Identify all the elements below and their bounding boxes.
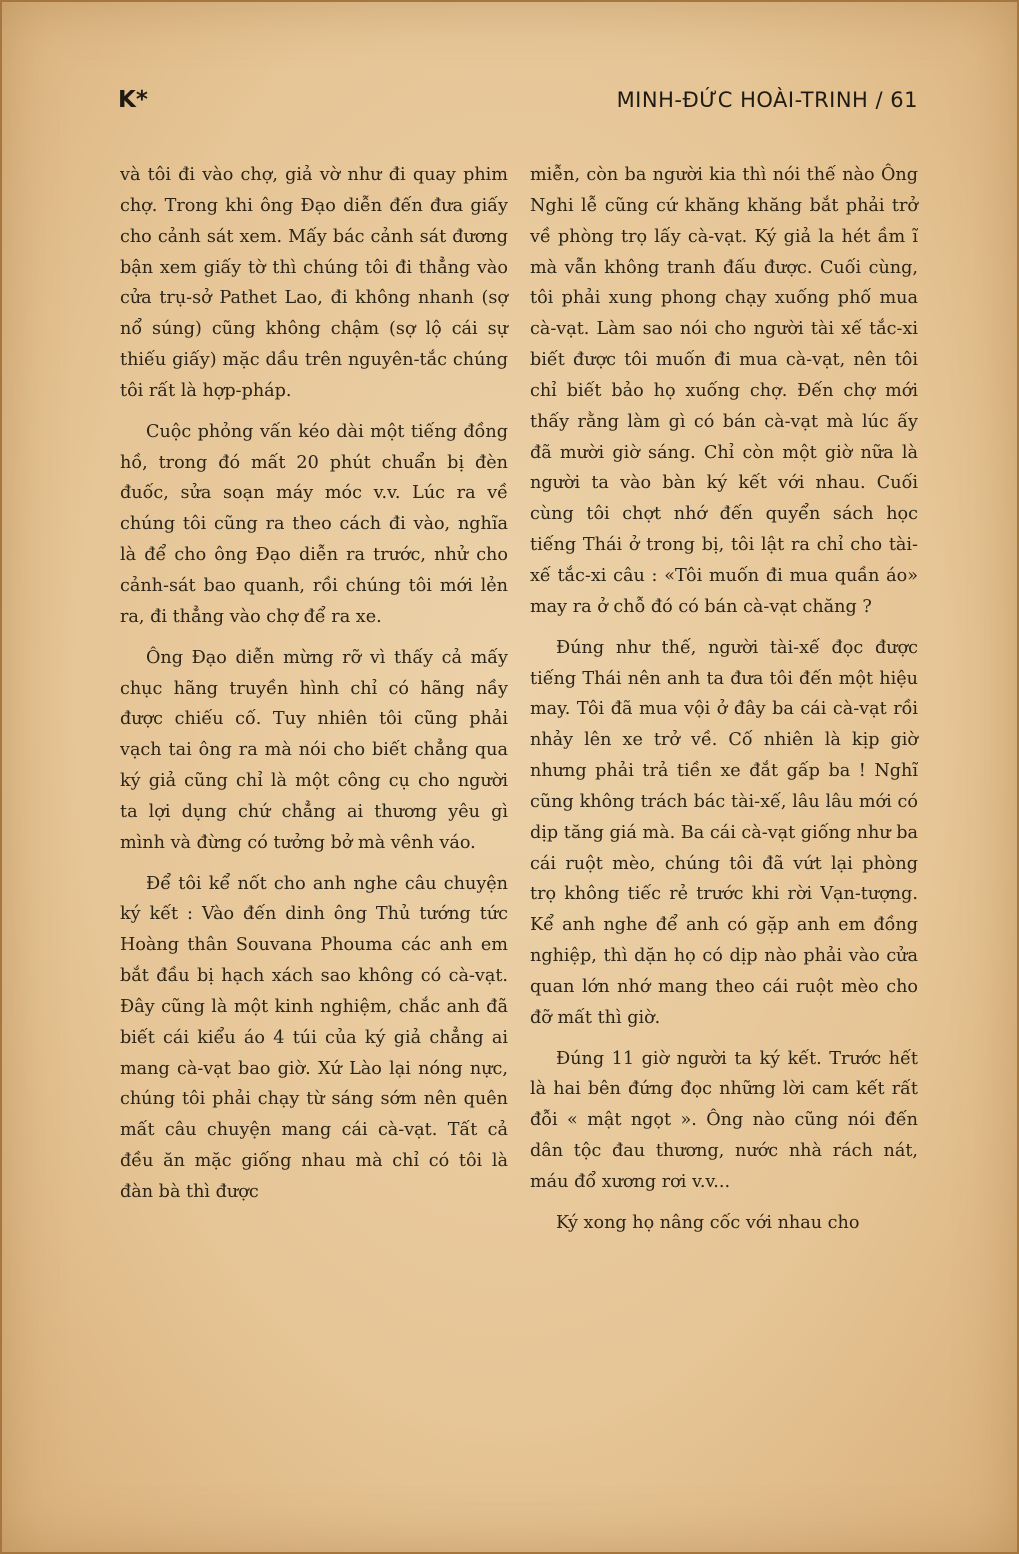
page-header xyxy=(118,82,918,118)
paragraph: miễn, còn ba người kia thì nói thế nào Ông Nghi lễ cũng cứ khăng khăng bắt phải trở về phòng trọ lấy cà-vạt. Ký giả la hét ầm ĩ mà vẫn không tranh đấu được. Cuối cùng, tôi phải xung phong chạy xuống phố mua cà-vạt. Làm sao nói cho người tài xế tắc-xi biết được tôi muốn đi mua cà-vạt, nên tôi chỉ biết bảo họ xuống chợ. Đến chợ mới thấy rằng làm gì có bán cà-vạt mà lúc ấy đã mười giờ sáng. Chỉ còn một giờ nữa là người ta vào bàn ký kết với nhau. Cuối cùng tôi chợt nhớ đến quyển sách học tiếng Thái ở trong bị, tôi lật ra chỉ cho tài-xế tắc-xi câu : «Tôi muốn đi mua quần áo» may ra ở chỗ đó có bán cà-vạt chăng ? xyxy=(530,165,918,617)
left-column xyxy=(120,160,508,1208)
paragraph: Để tôi kể nốt cho anh nghe câu chuyện ký kết : Vào đến dinh ông Thủ tướng tức Hoàng thân Souvana Phouma các anh em bắt đầu bị hạch xách sao không có cà-vạt. Đây cũng là một kinh nghiệm, chắc anh đã biết cái kiểu áo 4 túi của ký giả chẳng ai mang cà-vạt bao giờ. Xứ Lào lại nóng nực, chúng tôi phải chạy từ sáng sớm nên quên mất câu chuyện mang cái cà-vạt. Tất cả đều ăn mặc giống nhau mà chỉ có tôi là đàn bà thì được xyxy=(120,873,508,1202)
paragraph: Cuộc phỏng vấn kéo dài một tiếng đồng hồ, trong đó mất 20 phút chuẩn bị đèn đuốc, sửa soạn máy móc v.v. Lúc ra về chúng tôi cũng ra theo cách đi vào, nghĩa là để cho ông Đạo diễn ra trước, nhử cho cảnh-sát bao quanh, rồi chúng tôi mới lẻn ra, đi thẳng vào chợ để ra xe. xyxy=(120,421,508,627)
paragraph: Ông Đạo diễn mừng rỡ vì thấy cả mấy chục hãng truyền hình chỉ có hãng nầy được chiếu cố. Tuy nhiên tôi cũng phải vạch tai ông ra mà nói cho biết chẳng qua ký giả cũng chỉ là một công cụ cho người ta lợi dụng chứ chẳng ai thương yêu gì mình và đừng có tưởng bở mà vênh váo. xyxy=(120,647,508,853)
paragraph: và tôi đi vào chợ, giả vờ như đi quay phim chợ. Trong khi ông Đạo diễn đến đưa giấy cho cảnh sát xem. Mấy bác cảnh sát đương bận xem giấy tờ thì chúng tôi đi thẳng vào cửa trụ-sở Pathet Lao, đi không nhanh (sợ nổ súng) cũng không chậm (sợ lộ cái sự thiếu giấy) mặc dầu trên nguyên-tắc chúng tôi rất là hợp-pháp. xyxy=(120,165,508,401)
paragraph: Đúng 11 giờ người ta ký kết. Trước hết là hai bên đứng đọc những lời cam kết rất đỗi « mật ngọt ». Ông nào cũng nói đến dân tộc đau thương, nước nhà rách nát, máu đổ xương rơi v.v... xyxy=(530,1048,918,1192)
running-head: MINH-ĐỨC HOÀI-TRINH / 61 xyxy=(616,88,918,112)
paragraph: Đúng như thế, người tài-xế đọc được tiếng Thái nên anh ta đưa tôi đến một hiệu may. Tôi đã mua vội ở đây ba cái cà-vạt rồi nhảy lên xe trở về. Cố nhiên là kịp giờ nhưng phải trả tiền xe đắt gấp ba ! Nghĩ cũng không trách bác tài-xế, lâu lâu mới có dịp tăng giá mà. Ba cái cà-vạt giống như ba cái ruột mèo, chúng tôi đã vứt lại phòng trọ không tiếc rẻ trước khi rời Vạn-tượng. Kể anh nghe để anh có gặp anh em đồng nghiệp, thì dặn họ có dịp nào phải vào cửa quan lớn nhớ mang theo cái ruột mèo cho đỡ mất thì giờ. xyxy=(530,637,918,1028)
signature-mark: K* xyxy=(118,87,148,113)
paragraph: Ký xong họ nâng cốc với nhau cho xyxy=(556,1212,860,1233)
right-column xyxy=(530,160,918,1239)
